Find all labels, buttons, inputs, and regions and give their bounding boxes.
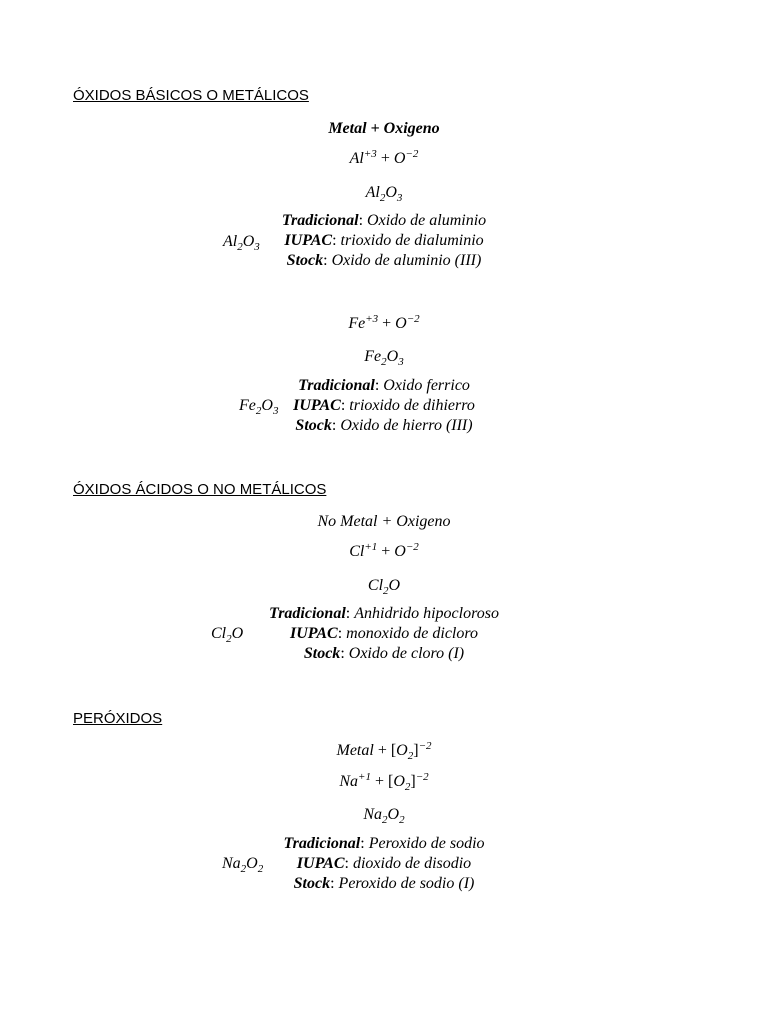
formula-cl2o: $Cl_2O$: [367, 577, 401, 597]
nomenclature-block-fe2o3: [0, 376, 768, 440]
side-formula-al2o3: $Al_2O_3$: [223, 233, 260, 253]
section-heading-basicos: ÓXIDOS BÁSICOS O METÁLICOS: [73, 87, 309, 104]
section-heading-peroxidos: PERÓXIDOS: [73, 710, 163, 727]
section-heading-acidos: ÓXIDOS ÁCIDOS O NO METÁLICOS: [73, 481, 327, 498]
nomenclature-block-na2o2: [0, 834, 768, 898]
name-stock: Stock: Oxido de cloro (I): [303, 645, 465, 662]
nomenclature-block-al2o3: [0, 211, 768, 275]
name-tradicional: Tradicional: Anhidrido hipocloroso: [269, 605, 499, 622]
name-tradicional: Tradicional: Oxido de aluminio: [281, 212, 487, 229]
name-iupac: IUPAC: trioxido de dialuminio: [284, 232, 484, 249]
name-iupac: IUPAC: trioxido de dihierro: [293, 397, 475, 414]
formula-fe2o3: $Fe_2O_3$: [364, 348, 404, 368]
side-formula-fe2o3: $Fe_2O_3$: [239, 397, 279, 417]
formula-na2o2: $Na_2O_2$: [363, 806, 405, 826]
name-stock: Stock: Oxido de hierro (III): [295, 417, 473, 434]
formula-al2o3: $Al_2O_3$: [365, 184, 403, 204]
name-iupac: IUPAC: monoxido de dicloro: [290, 625, 478, 642]
name-tradicional: Tradicional: Peroxido de sodio: [283, 835, 485, 852]
nomenclature-block-cl2o: [0, 604, 768, 668]
name-iupac: IUPAC: dioxido de disodio: [296, 855, 472, 872]
name-stock: Stock: Peroxido de sodio (I): [293, 875, 475, 892]
general-equation-peroxidos: Metal + $[O_2]^{-2}$: [336, 740, 432, 762]
side-formula-cl2o: $Cl_2O$: [211, 625, 244, 645]
ion-equation-na: $Na^{+1} + [O_2]^{-2}$: [339, 771, 429, 793]
ion-equation-al: $Al^{+3} + O^{-2}$: [349, 148, 419, 167]
ion-equation-cl: $Cl^{+1} + O^{-2}$: [349, 541, 419, 560]
name-stock: Stock: Oxido de aluminio (III): [286, 252, 482, 269]
ion-equation-fe: $Fe^{+3} + O^{-2}$: [348, 313, 420, 332]
side-formula-na2o2: $Na_2O_2$: [222, 855, 264, 875]
name-tradicional: Tradicional: Oxido ferrico: [298, 377, 470, 394]
general-equation-acidos: No Metal + Oxigeno: [317, 513, 451, 530]
general-equation-basicos: Metal + Oxigeno: [328, 120, 440, 137]
